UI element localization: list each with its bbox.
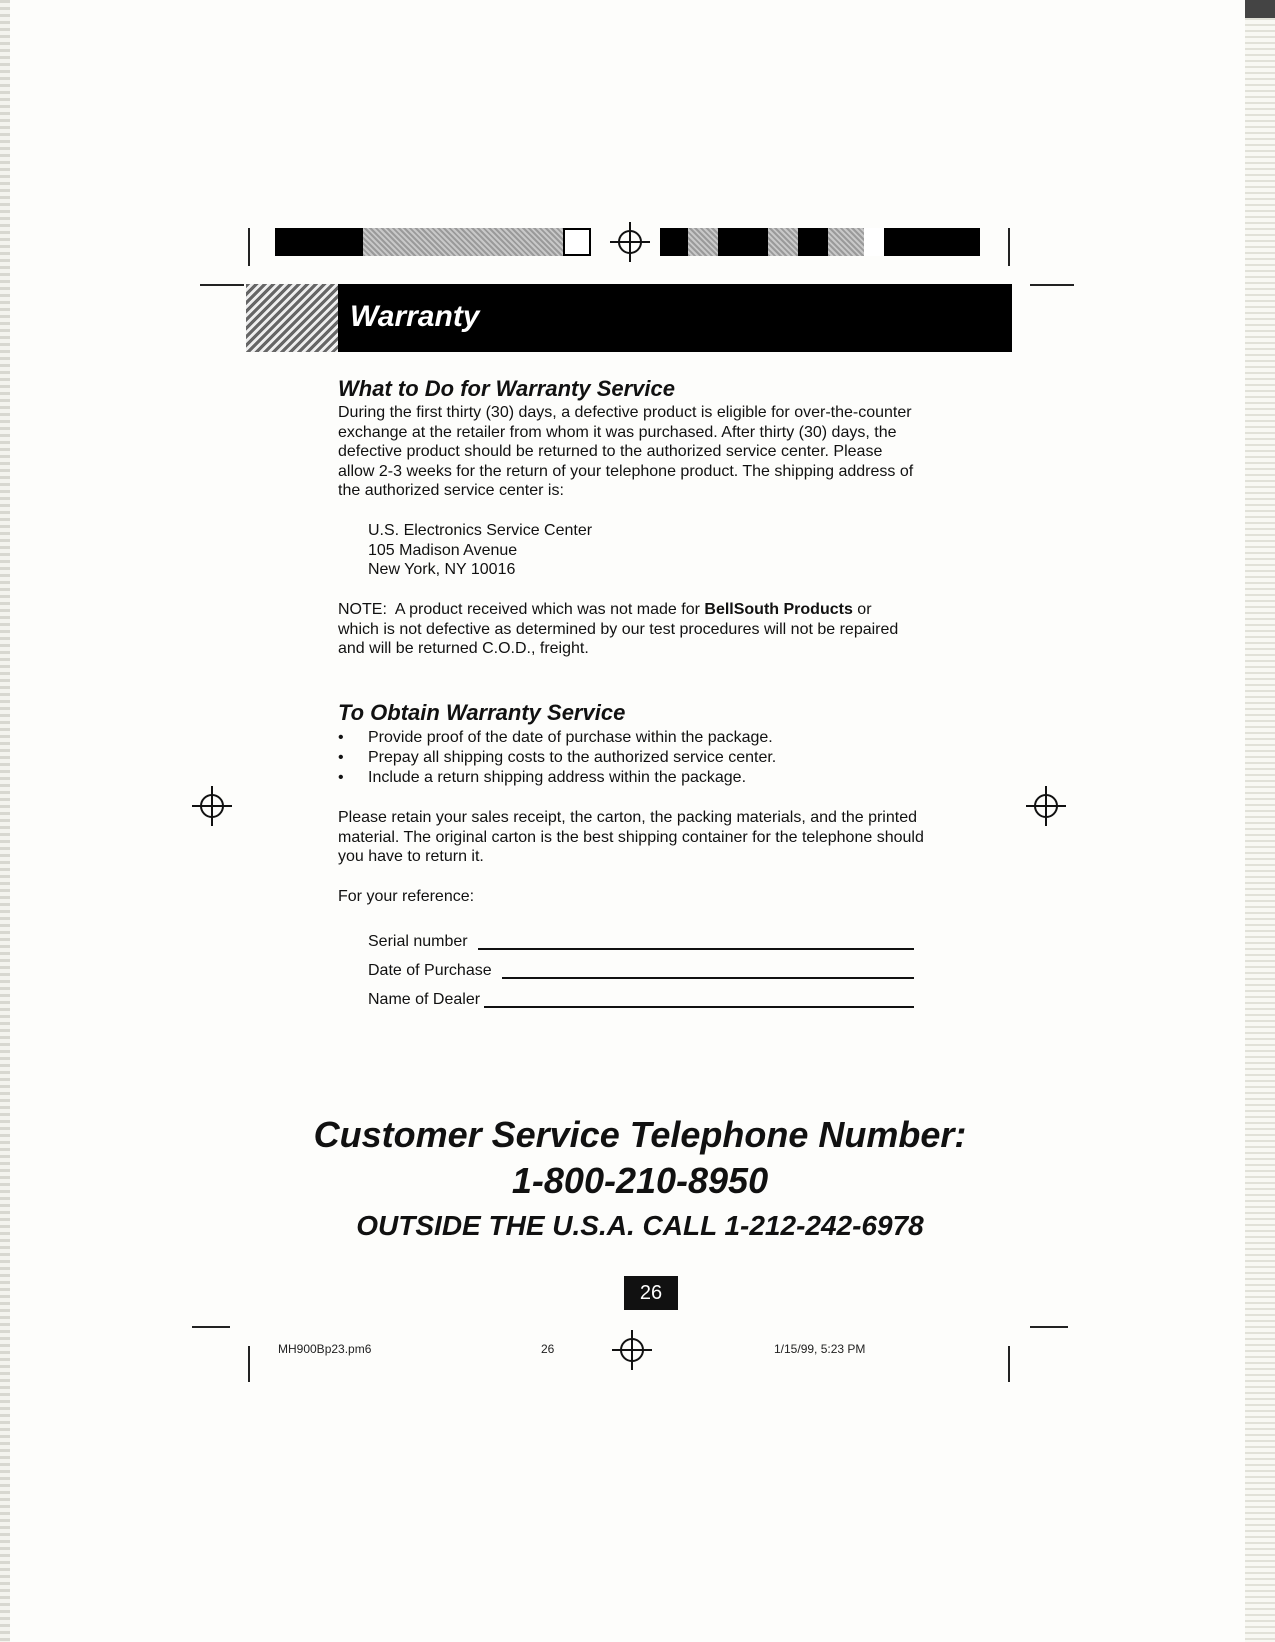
crop-mark-top-left <box>248 228 250 266</box>
registration-mark-bottom <box>612 1330 652 1370</box>
name-of-dealer-field[interactable] <box>484 1006 914 1008</box>
page-number: 26 <box>624 1276 678 1310</box>
serial-number-label: Serial number <box>368 933 468 950</box>
list-item: • Prepay all shipping costs to the authorized service center. <box>338 749 777 766</box>
reference-label: For your reference: <box>338 888 475 905</box>
banner-pattern <box>246 284 338 352</box>
crop-mark-bottom-left <box>248 1346 250 1382</box>
customer-service-title: Customer Service Telephone Number: <box>313 1114 967 1155</box>
page-title: Warranty <box>350 300 480 333</box>
note-line: NOTE: A product received which was not made for BellSouth Products or <box>338 601 872 618</box>
crop-line-bottom-right <box>1030 1326 1068 1328</box>
note-line: and will be returned C.O.D., freight. <box>338 640 589 658</box>
bullet-list <box>338 728 776 788</box>
section-heading-warranty-service: What to Do for Warranty Service <box>338 376 675 401</box>
date-of-purchase-label: Date of Purchase <box>368 962 492 979</box>
scan-edge-left <box>0 0 10 1642</box>
footer-filename: MH900Bp23.pm6 <box>278 1342 372 1356</box>
service-center-address <box>368 521 592 580</box>
list-item: • Provide proof of the date of purchase within the package. <box>338 729 773 746</box>
registration-mark-left <box>192 786 232 826</box>
crop-line-bottom-left <box>192 1326 230 1328</box>
customer-service-number: 1-800-210-8950 <box>511 1160 769 1201</box>
retain-paragraph <box>338 808 978 867</box>
name-of-dealer-label: Name of Dealer <box>368 991 481 1008</box>
address-line: New York, NY 10016 <box>368 561 516 579</box>
registration-mark-top <box>610 222 650 262</box>
text-line: material. The original carton is the best shipping container for the telephone should <box>338 828 924 846</box>
color-bar-left <box>275 228 600 256</box>
brand-name: BellSouth Products <box>704 601 853 618</box>
note-paragraph <box>338 600 978 659</box>
date-of-purchase-field[interactable] <box>502 977 914 979</box>
scan-edge-corner <box>1245 0 1275 18</box>
serial-number-field[interactable] <box>478 948 914 950</box>
outside-usa-number: OUTSIDE THE U.S.A. CALL 1-212-242-6978 <box>356 1210 924 1241</box>
text-line: During the first thirty (30) days, a defective product is eligible for over-the-counter <box>338 404 912 421</box>
note-line: which is not defective as determined by our test procedures will not be repaired <box>338 620 899 638</box>
address-line: U.S. Electronics Service Center <box>368 522 593 539</box>
section-heading-obtain-service: To Obtain Warranty Service <box>338 700 626 725</box>
text-line: defective product should be returned to the authorized service center. Please <box>338 443 883 461</box>
crop-line-right <box>1030 284 1074 286</box>
color-bar-right <box>660 228 980 256</box>
text-line: Please retain your sales receipt, the carton, the packing materials, and the printed <box>338 809 917 826</box>
address-line: 105 Madison Avenue <box>368 541 518 559</box>
text-line: the authorized service center is: <box>338 482 564 500</box>
crop-line-left <box>200 284 244 286</box>
text-line: you have to return it. <box>338 848 484 866</box>
text-line: exchange at the retailer from whom it was purchased. After thirty (30) days, the <box>338 423 897 441</box>
footer-timestamp: 1/15/99, 5:23 PM <box>774 1342 866 1356</box>
list-item: • Include a return shipping address within the package. <box>338 769 747 786</box>
crop-mark-top-right <box>1008 228 1010 266</box>
scan-edge-right <box>1245 0 1275 1642</box>
section-paragraph <box>338 403 978 501</box>
footer-page: 26 <box>541 1342 555 1356</box>
crop-mark-bottom-right <box>1008 1346 1010 1382</box>
text-line: allow 2-3 weeks for the return of your telephone product. The shipping address of <box>338 462 914 480</box>
registration-mark-right <box>1026 786 1066 826</box>
